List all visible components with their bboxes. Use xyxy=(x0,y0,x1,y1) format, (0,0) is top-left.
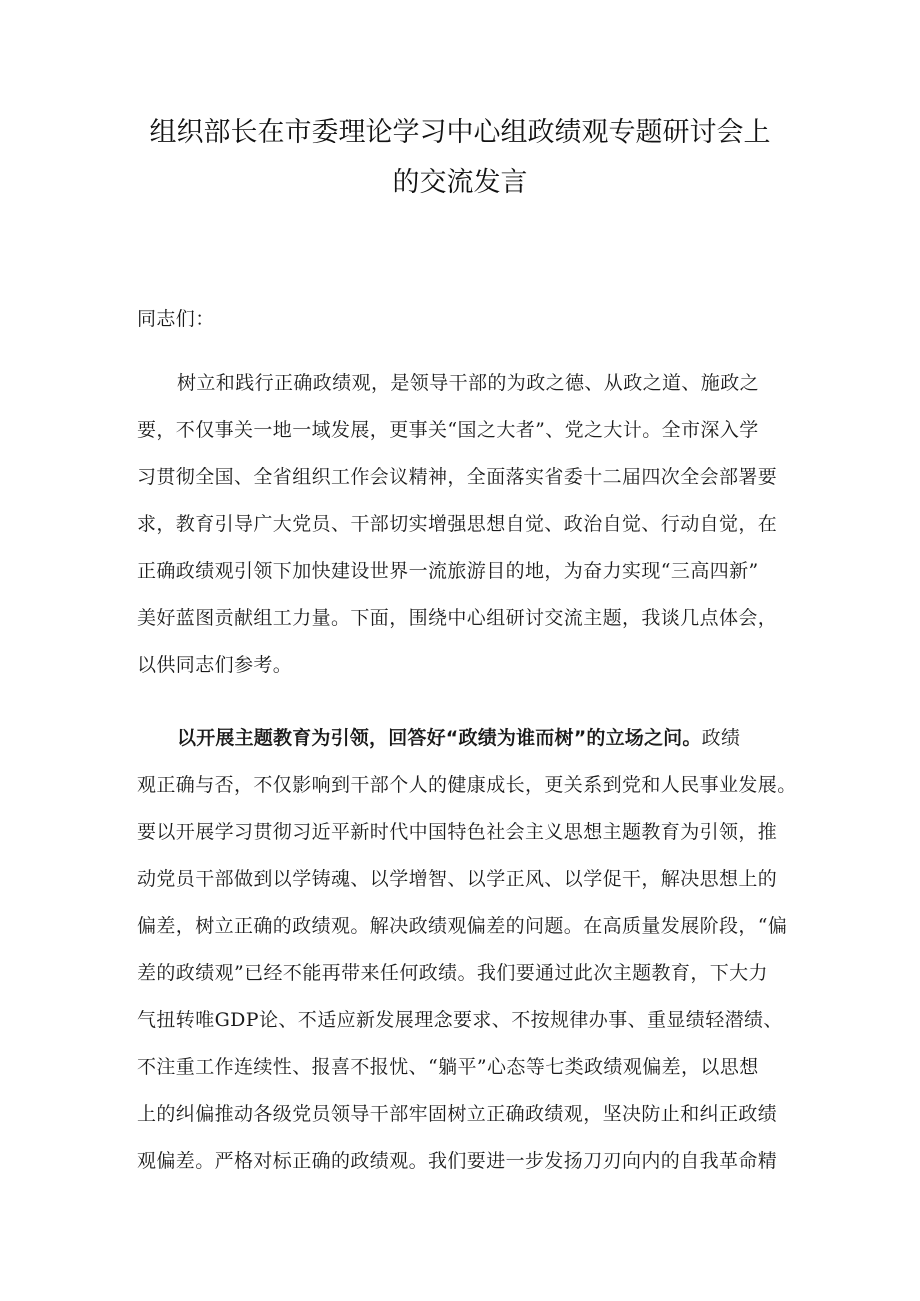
salutation xyxy=(137,296,789,343)
paragraph-2 xyxy=(137,715,797,1185)
paragraph-2-first-tail: 政绩 xyxy=(701,727,741,749)
paragraph-2-line: 上的纠偏推动各级党员领导干部牢固树立正确政绩观，坚决防止和纠正政绩 xyxy=(137,1103,778,1125)
paragraph-1-line: 美好蓝图贡献组工力量。下面，围绕中心组研讨交流主题，我谈几点体会， xyxy=(137,607,778,629)
paragraph-1-line: 求，教育引导广大党员、干部切实增强思想自觉、政治自觉、行动自觉，在 xyxy=(137,513,778,535)
paragraph-2-line: 气扭转唯GDP论、不适应新发展理念要求、不按规律办事、重显绩轻潜绩、 xyxy=(137,1009,783,1031)
paragraph-2-line: 不注重工作连续性、报喜不报忧、“躺平”心态等七类政绩观偏差，以思想 xyxy=(137,1056,759,1078)
paragraph-2-line: 差的政绩观”已经不能再带来任何政绩。我们要通过此次主题教育，下大力 xyxy=(137,962,768,984)
paragraph-1-line: 以供同志们参考。 xyxy=(137,654,293,676)
salutation-text: 同志们： xyxy=(137,308,215,330)
paragraph-2-line: 偏差，树立正确的政绩观。解决政绩观偏差的问题。在高质量发展阶段，“偏 xyxy=(137,915,788,937)
paragraph-2-first-line xyxy=(137,715,789,762)
title-line-1: 组织部长在市委理论学习中心组政绩观专题研讨会上 xyxy=(149,117,771,148)
paragraph-1-line: 要，不仅事关一地一域发展，更事关“国之大者”、党之大计。全市深入学 xyxy=(137,419,759,441)
paragraph-2-line: 动党员干部做到以学铸魂、以学增智、以学正风、以学促干，解决思想上的 xyxy=(137,868,778,890)
paragraph-1 xyxy=(137,360,789,689)
paragraph-2-heading: 以开展主题教育为引领，回答好“政绩为谁而树”的立场之问。 xyxy=(177,727,702,749)
title-line-2: 的交流发言 xyxy=(392,167,528,198)
paragraph-2-line: 观正确与否，不仅影响到干部个人的健康成长，更关系到党和人民事业发展。 xyxy=(137,774,797,796)
paragraph-1-line: 正确政绩观引领下加快建设世界一流旅游目的地，为奋力实现“三高四新” xyxy=(137,560,759,582)
paragraph-2-line: 要以开展学习贯彻习近平新时代中国特色社会主义思想主题教育为引领，推 xyxy=(137,821,778,843)
document-title xyxy=(120,108,800,208)
paragraph-2-line: 观偏差。严格对标正确的政绩观。我们要进一步发扬刀刃向内的自我革命精 xyxy=(137,1150,778,1172)
paragraph-1-line: 树立和践行正确政绩观，是领导干部的为政之德、从政之道、施政之 xyxy=(177,372,760,394)
paragraph-1-line: 习贯彻全国、全省组织工作会议精神，全面落实省委十二届四次全会部署要 xyxy=(137,466,778,488)
